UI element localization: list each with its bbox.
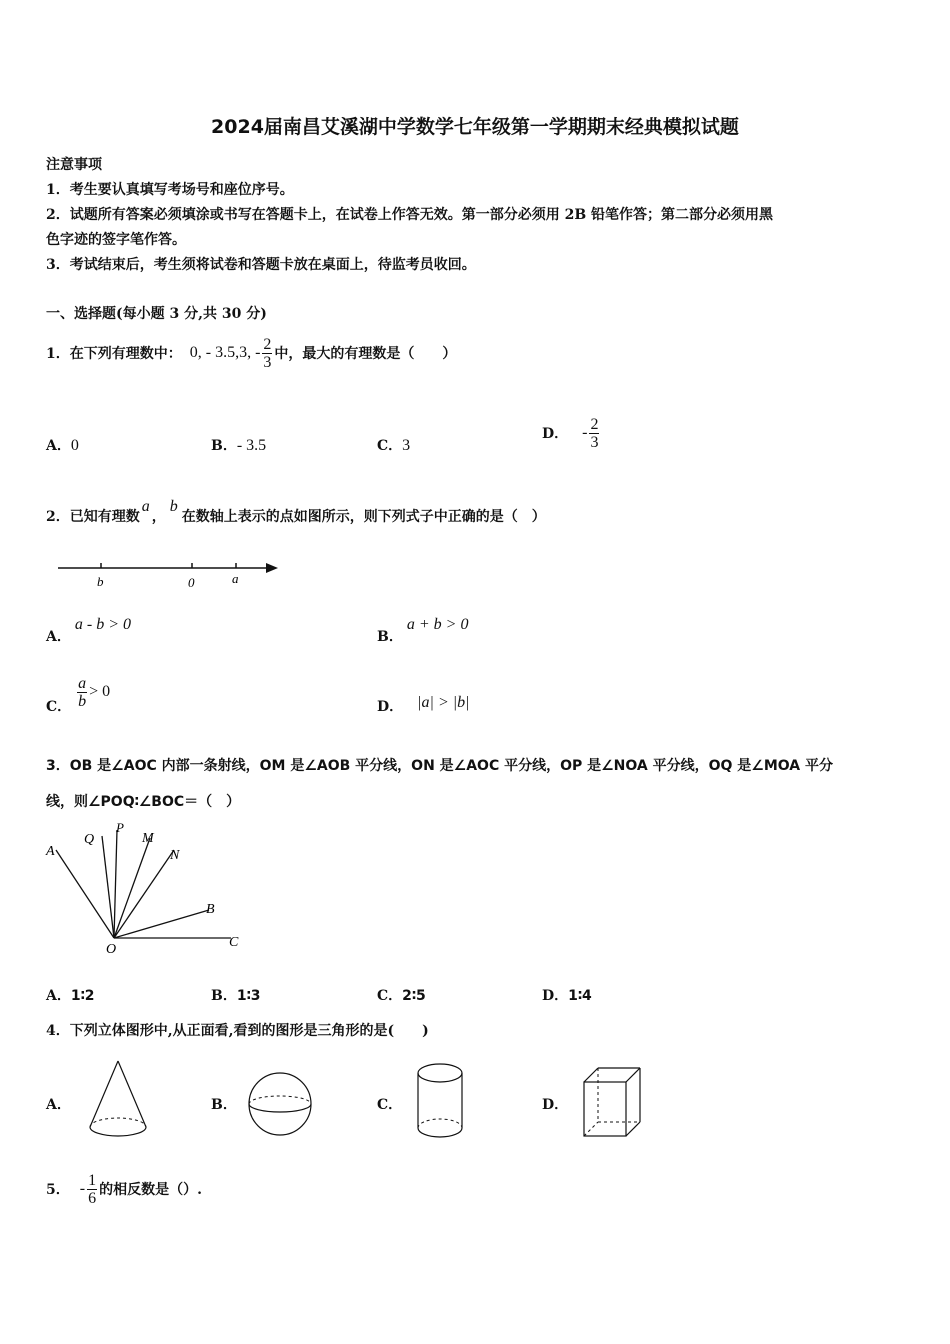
q1-fraction [262, 336, 272, 371]
fraction-num: 1 [88, 1171, 97, 1189]
q5-suffix: 的相反数是（）. [99, 1182, 202, 1198]
option-label: B． [377, 629, 403, 645]
section-heading: 一、选择题(每小题 3 分,共 30 分) [46, 306, 267, 322]
option-fraction [77, 675, 87, 710]
label-o: O [106, 942, 117, 957]
q2-option-a [46, 612, 131, 646]
option-label: C． [377, 988, 403, 1004]
option-label: A． [46, 438, 71, 454]
angle-rays-figure [44, 820, 254, 960]
fraction-num: a [78, 675, 87, 692]
number-line-label-a: a [232, 571, 239, 586]
notice-heading: 注意事项 [46, 157, 102, 173]
q3-option-a [46, 985, 94, 1005]
q2-option-c [46, 672, 110, 716]
q2-suffix: 在数轴上表示的点如图所示，则下列式子中正确的是（ ） [181, 509, 546, 525]
cuboid-icon [580, 1064, 646, 1142]
q1-number-list: 0, - 3.5,3, - [189, 344, 261, 361]
q2-var-a: a [141, 498, 150, 515]
q5-label: 5． [46, 1182, 70, 1198]
q2-option-b [377, 612, 468, 646]
q1-option-b [211, 435, 266, 455]
notice-item-2-cont: 色字迹的签字笔作答。 [46, 232, 186, 248]
ray-ob [114, 910, 209, 938]
option-value: - 3.5 [236, 437, 267, 454]
sphere-icon [246, 1070, 316, 1140]
fraction-den: 3 [590, 433, 599, 451]
label-b: B [206, 902, 215, 917]
cone-icon [86, 1058, 150, 1142]
question-5 [46, 1166, 202, 1212]
ray-op [114, 830, 117, 938]
question-1 [46, 328, 456, 378]
option-label: D． [377, 699, 404, 715]
number-line-arrow-icon [266, 563, 278, 573]
q5-minus: - [79, 1180, 86, 1197]
q4-option-c-label: C． [377, 1097, 403, 1113]
option-label: C． [377, 438, 403, 454]
option-expr: a + b > 0 [406, 616, 469, 633]
q2-option-d [377, 684, 470, 716]
q1-fraction-den: 3 [263, 353, 272, 371]
number-line-label-b: b [97, 574, 104, 589]
option-label: C． [46, 699, 72, 715]
q1-option-c [377, 435, 410, 455]
q4-option-a-label: A． [46, 1097, 71, 1113]
page-title: 2024届南昌艾溪湖中学数学七年级第一学期期末经典模拟试题 [211, 116, 739, 138]
option-value: 0 [70, 437, 79, 454]
question-2 [46, 498, 546, 526]
option-expr: |a| > |b| [417, 694, 470, 711]
fraction-den: 6 [88, 1189, 97, 1207]
option-value: 1∶2 [70, 988, 95, 1004]
q1-option-d [542, 410, 599, 456]
q4-option-b-label: B． [211, 1097, 237, 1113]
option-value: 3 [402, 437, 411, 454]
notice-item-1: 1．考生要认真填写考场号和座位序号。 [46, 182, 294, 198]
label-p: P [116, 820, 124, 835]
ray-om [114, 838, 150, 938]
q2-var-b: b [169, 498, 178, 515]
option-expr-rest: > 0 [89, 683, 111, 700]
option-fraction [589, 416, 599, 451]
fraction-den: b [78, 693, 87, 710]
option-expr: a - b > 0 [74, 616, 131, 633]
notice-item-2: 2．试题所有答案必须填涂或书写在答题卡上，在试卷上作答无效。第一部分必须用 2B 铅笔作答；第二部分必须用黑 [46, 207, 774, 223]
option-value: 1∶3 [236, 988, 261, 1004]
number-line-label-0: 0 [188, 575, 195, 590]
option-label: D． [542, 988, 569, 1004]
q3-option-c [377, 985, 426, 1005]
option-minus: - [582, 424, 588, 441]
option-value: 2∶5 [402, 988, 426, 1004]
question-3-line-2: 线，则∠POQ∶∠BOC＝（ ） [46, 794, 241, 810]
q1-suffix: 中，最大的有理数是（ ） [274, 346, 457, 362]
label-n: N [170, 848, 180, 863]
option-label: B． [211, 988, 237, 1004]
q5-fraction [87, 1172, 97, 1207]
q2-prefix: 2．已知有理数 [46, 509, 140, 525]
q3-option-d [542, 985, 592, 1005]
label-c: C [229, 935, 239, 950]
ray-on [114, 850, 174, 938]
cylinder-icon [414, 1060, 468, 1144]
option-label: A． [46, 988, 71, 1004]
q3-option-b [211, 985, 260, 1005]
q4-option-d-label: D． [542, 1097, 569, 1113]
q1-prefix: 1．在下列有理数中： [46, 346, 182, 362]
question-3-line-1: 3．OB 是∠AOC 内部一条射线，OM 是∠AOB 平分线，ON 是∠AOC 平分线，OP 是∠NOA 平分线，OQ 是∠MOA 平分 [46, 758, 834, 774]
label-q: Q [84, 832, 95, 847]
q1-option-a [46, 435, 79, 455]
q2-comma: ， [151, 509, 166, 525]
number-line-figure [56, 558, 286, 592]
option-value: 1∶4 [568, 988, 592, 1004]
q1-fraction-num: 2 [263, 335, 272, 353]
option-label: B． [211, 438, 237, 454]
option-label: A． [46, 629, 71, 645]
fraction-num: 2 [590, 415, 599, 433]
label-m: M [142, 831, 154, 846]
option-label: D． [542, 426, 569, 442]
notice-item-3: 3．考试结束后，考生须将试卷和答题卡放在桌面上，待监考员收回。 [46, 257, 476, 273]
question-4: 4．下列立体图形中,从正面看,看到的图形是三角形的是( ) [46, 1023, 429, 1039]
label-a: A [46, 844, 55, 859]
